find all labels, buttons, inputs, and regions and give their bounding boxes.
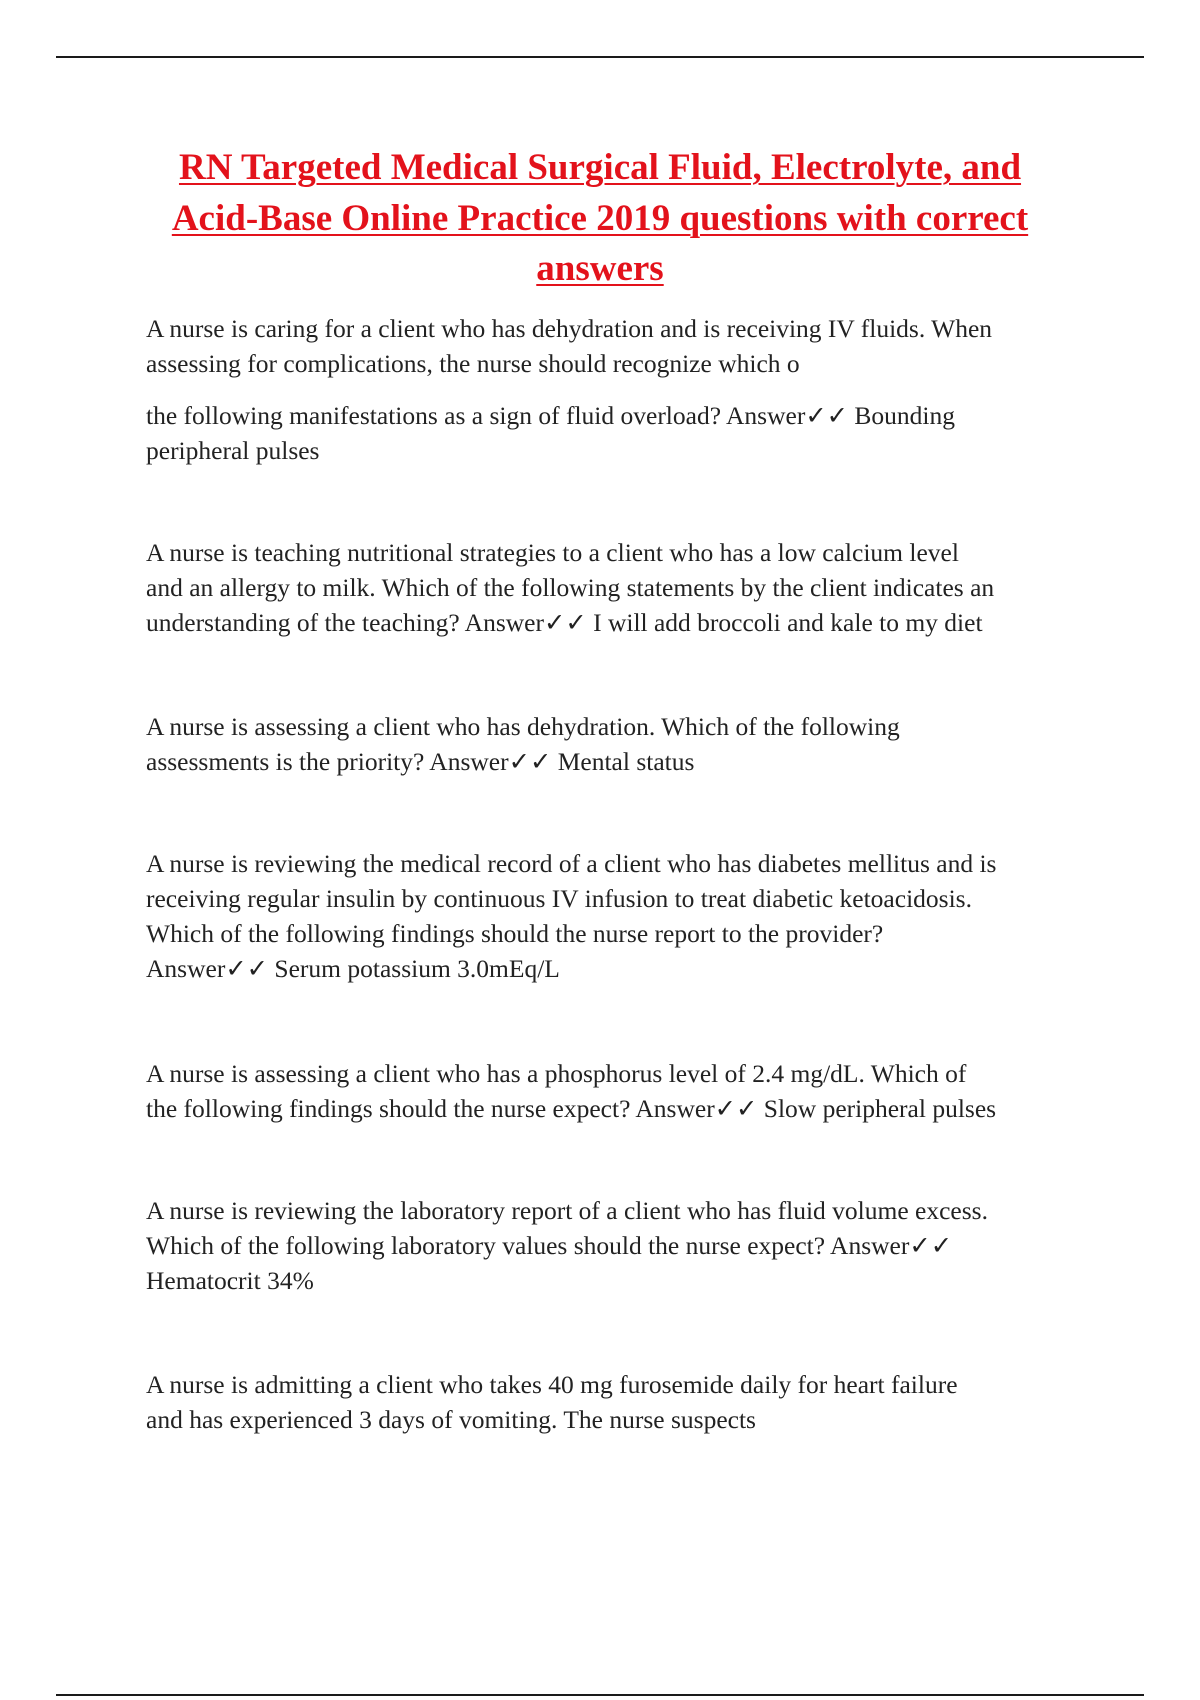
text-line: A nurse is reviewing the medical record of a client who has diabetes mellitus and is bbox=[146, 849, 997, 878]
text-line: A nurse is assessing a client who has a phosphorus level of 2.4 mg/dL. Which of bbox=[146, 1059, 967, 1088]
title-line: answers bbox=[536, 248, 664, 289]
question-block bbox=[146, 846, 1101, 986]
text-line: peripheral pulses bbox=[146, 436, 320, 465]
text-line: the following findings should the nurse expect? Answer✓✓ Slow peripheral pulses bbox=[146, 1094, 997, 1123]
question-block bbox=[146, 1193, 1101, 1298]
document-title bbox=[120, 143, 1080, 295]
text-line: and has experienced 3 days of vomiting. The nurse suspects bbox=[146, 1405, 756, 1434]
question-block bbox=[146, 1367, 1101, 1437]
text-line: Which of the following laboratory values should the nurse expect? Answer✓✓ bbox=[146, 1231, 953, 1260]
text-line: understanding of the teaching? Answer✓✓ I will add broccoli and kale to my diet bbox=[146, 608, 983, 637]
text-line: Which of the following findings should the nurse report to the provider? bbox=[146, 919, 884, 948]
text-line: A nurse is caring for a client who has dehydration and is receiving IV fluids. When bbox=[146, 314, 993, 343]
question-block bbox=[146, 535, 1101, 640]
text-line: receiving regular insulin by continuous IV infusion to treat diabetic ketoacidosis. bbox=[146, 884, 972, 913]
text-line: and an allergy to milk. Which of the following statements by the client indicates an bbox=[146, 573, 995, 602]
text-line: Answer✓✓ Serum potassium 3.0mEq/L bbox=[146, 954, 560, 983]
title-line: RN Targeted Medical Surgical Fluid, Electrolyte, and bbox=[178, 147, 1022, 188]
text-line: the following manifestations as a sign of fluid overload? Answer✓✓ Bounding bbox=[146, 401, 956, 430]
title-line: Acid-Base Online Practice 2019 questions with correct bbox=[171, 197, 1029, 239]
text-line: Hematocrit 34% bbox=[146, 1266, 314, 1295]
question-block bbox=[146, 709, 1101, 779]
question-block bbox=[146, 1056, 1101, 1126]
text-line: A nurse is teaching nutritional strategies to a client who has a low calcium level bbox=[146, 538, 959, 567]
text-line: A nurse is admitting a client who takes 40 mg furosemide daily for heart failure bbox=[146, 1370, 958, 1399]
footer-rule bbox=[56, 1694, 1144, 1696]
question-block bbox=[146, 311, 1101, 381]
text-line: A nurse is reviewing the laboratory report of a client who has fluid volume excess. bbox=[146, 1196, 988, 1225]
text-line: A nurse is assessing a client who has dehydration. Which of the following bbox=[146, 712, 900, 741]
question-block bbox=[146, 398, 1101, 468]
text-line: assessing for complications, the nurse should recognize which o bbox=[146, 349, 800, 378]
header-rule bbox=[56, 56, 1144, 58]
text-line: assessments is the priority? Answer✓✓ Mental status bbox=[146, 747, 695, 776]
